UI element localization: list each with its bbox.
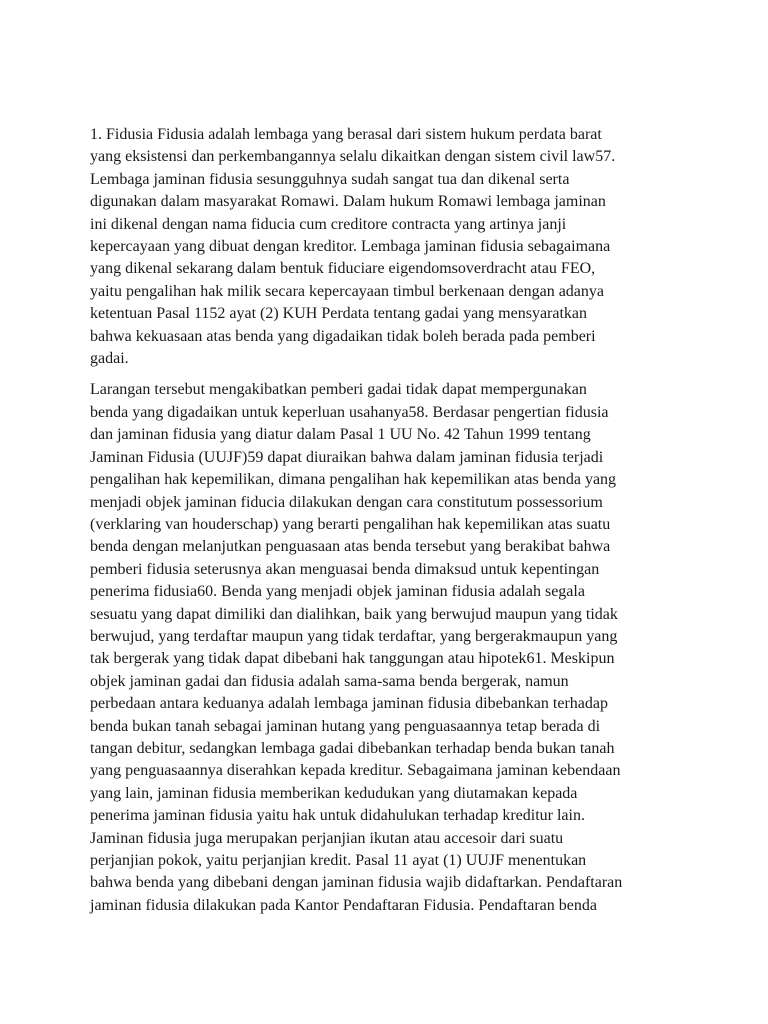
text-line: pemberi fidusia seterusnya akan menguasai benda dimaksud untuk kepentingan [90, 560, 600, 578]
text-line: benda dengan melanjutkan penguasaan atas benda tersebut yang berakibat bahwa [90, 538, 611, 556]
text-line: digunakan dalam masyarakat Romawi. Dalam hukum Romawi lembaga jaminan [90, 193, 606, 211]
text-line: Jaminan fidusia juga merupakan perjanjian ikutan atau accesoir dari suatu [90, 829, 564, 847]
text-line: Larangan tersebut mengakibatkan pemberi gadai tidak dapat mempergunakan [90, 381, 587, 399]
text-line: yang dikenal sekarang dalam bentuk fiduciare eigendomsoverdracht atau FEO, [90, 260, 596, 278]
text-line: ini dikenal dengan nama fiducia cum creditore contracta yang artinya janji [90, 215, 567, 233]
text-line: (verklaring van houderschap) yang berarti pengalihan hak kepemilikan atas suatu [90, 515, 611, 533]
text-line: berwujud, yang terdaftar maupun yang tidak terdaftar, yang bergerakmaupun yang [90, 627, 618, 645]
text-line: benda bukan tanah sebagai jaminan hutang yang penguasaannya tetap berada di [90, 717, 601, 735]
text-line: penerima jaminan fidusia yaitu hak untuk didahulukan terhadap kreditur lain. [90, 807, 585, 825]
text-line: yang lain, jaminan fidusia memberikan kedudukan yang diutamakan kepada [90, 784, 578, 802]
text-line: bahwa kekuasaan atas benda yang digadaikan tidak boleh berada pada pemberi [90, 327, 596, 345]
text-line: perbedaan antara keduanya adalah lembaga jaminan fidusia dibebankan terhadap [90, 695, 608, 713]
text-line: objek jaminan gadai dan fidusia adalah sama-sama benda bergerak, namun [90, 672, 569, 690]
text-line: pengalihan hak kepemilikan, dimana pengalihan hak kepemilikan atas benda yang [90, 471, 617, 489]
text-line: jaminan fidusia dilakukan pada Kantor Pendaftaran Fidusia. Pendaftaran benda [90, 896, 597, 914]
text-line: Lembaga jaminan fidusia sesungguhnya sudah sangat tua dan dikenal serta [90, 170, 570, 188]
text-line: tak bergerak yang tidak dapat dibebani hak tanggungan atau hipotek61. Meskipun [90, 650, 615, 668]
text-line: kepercayaan yang dibuat dengan kreditor. Lembaga jaminan fidusia sebagaimana [90, 238, 611, 256]
text-line: penerima fidusia60. Benda yang menjadi objek jaminan fidusia adalah segala [90, 583, 585, 601]
text-line: bahwa benda yang dibebani dengan jaminan fidusia wajib didaftarkan. Pendaftaran [90, 874, 623, 892]
text-line: dan jaminan fidusia yang diatur dalam Pasal 1 UU No. 42 Tahun 1999 tentang [90, 426, 591, 444]
text-line: sesuatu yang dapat dimiliki dan dialihkan, baik yang berwujud maupun yang tidak [90, 605, 618, 623]
text-line: yaitu pengalihan hak milik secara kepercayaan timbul berkenaan dengan adanya [90, 282, 604, 300]
text-line: perjanjian pokok, yaitu perjanjian kredit. Pasal 11 ayat (1) UUJF menentukan [90, 852, 587, 869]
text-line: ketentuan Pasal 1152 ayat (2) KUH Perdata tentang gadai yang mensyaratkan [90, 305, 588, 323]
text-line: yang eksistensi dan perkembangannya selalu dikaitkan dengan sistem civil law57. [90, 148, 616, 166]
text-line: Jaminan Fidusia (UUJF)59 dapat diuraikan bahwa dalam jaminan fidusia terjadi [90, 448, 604, 466]
paragraph-2 [90, 379, 662, 917]
text-line: 1. Fidusia Fidusia adalah lembaga yang berasal dari sistem hukum perdata barat [90, 126, 602, 143]
paragraph-1 [90, 124, 662, 370]
text-line: benda yang digadaikan untuk keperluan usahanya58. Berdasar pengertian fidusia [90, 403, 609, 421]
text-line: yang penguasaannya diserahkan kepada kreditur. Sebagaimana jaminan kebendaan [90, 762, 621, 780]
document-page [90, 124, 662, 926]
text-line: gadai. [90, 350, 129, 368]
text-line: menjadi objek jaminan fiducia dilakukan dengan cara constitutum possessorium [90, 493, 603, 511]
text-line: tangan debitur, sedangkan lembaga gadai dibebankan terhadap benda bukan tanah [90, 739, 615, 757]
